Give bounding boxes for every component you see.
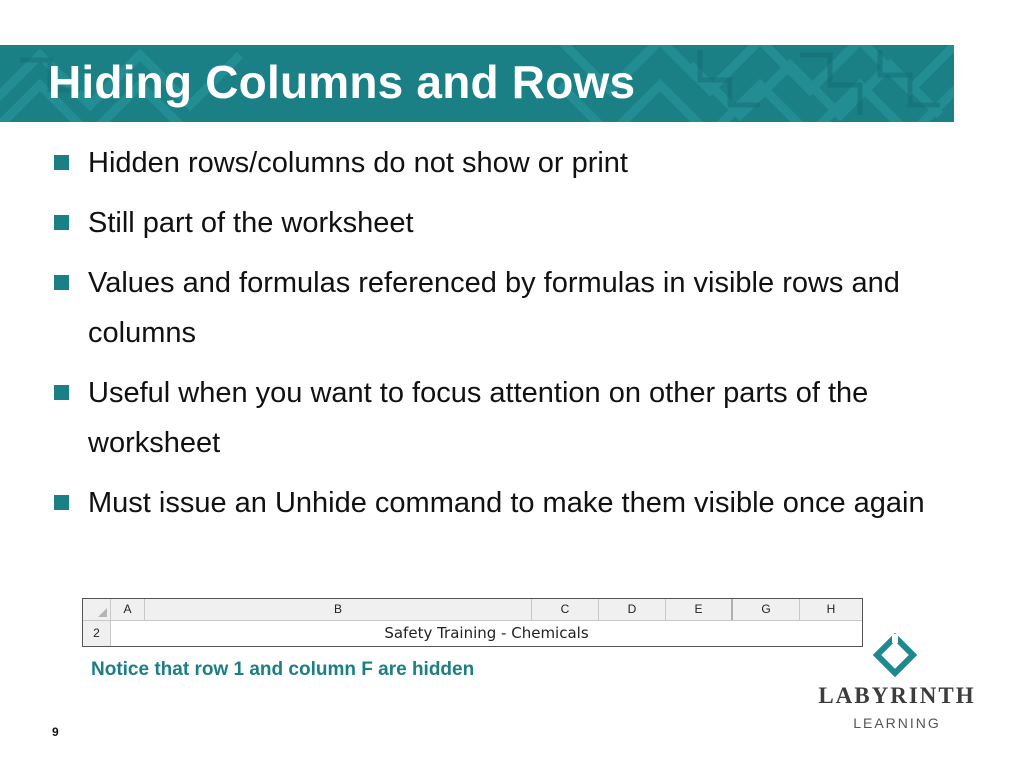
bullet-text: Values and formulas referenced by formulas in visible rows and columns xyxy=(88,267,900,349)
page-number: 9 xyxy=(52,725,59,739)
figure-caption: Notice that row 1 and column F are hidden xyxy=(91,659,475,680)
merged-title-cell: Safety Training - Chemicals xyxy=(384,624,589,642)
bullet-list xyxy=(50,138,980,538)
bullet-text: Hidden rows/columns do not show or print xyxy=(88,147,628,179)
logo-wordmark: LABYRINTH xyxy=(818,683,976,708)
bullet-item xyxy=(50,198,980,248)
select-all-corner xyxy=(83,599,111,620)
diamond-maze-icon xyxy=(873,633,917,677)
bullet-text: Useful when you want to focus attention on other parts of the worksheet xyxy=(88,377,869,459)
select-all-triangle-icon xyxy=(98,608,107,617)
spreadsheet-row xyxy=(83,621,862,646)
column-header-row xyxy=(83,599,862,621)
column-header-e: E xyxy=(666,599,733,620)
column-header-c: C xyxy=(532,599,599,620)
logo-subtitle: LEARNING xyxy=(853,715,941,731)
bullet-item xyxy=(50,258,980,358)
slide-title: Hiding Columns and Rows xyxy=(48,56,636,108)
column-header-b: B xyxy=(145,599,532,620)
spreadsheet-excerpt xyxy=(82,598,863,647)
square-bullet-icon xyxy=(54,155,69,170)
column-header-h: H xyxy=(826,602,836,616)
bullet-item xyxy=(50,138,980,188)
bullet-item xyxy=(50,478,980,528)
column-header-a: A xyxy=(111,599,145,620)
bullet-item xyxy=(50,368,980,468)
column-header-g: G xyxy=(733,599,800,620)
bullet-text: Must issue an Unhide command to make them visible once again xyxy=(88,487,925,519)
title-bar xyxy=(0,45,954,122)
square-bullet-icon xyxy=(54,385,69,400)
column-header-d: D xyxy=(599,599,666,620)
square-bullet-icon xyxy=(54,215,69,230)
bullet-text: Still part of the worksheet xyxy=(88,207,414,239)
square-bullet-icon xyxy=(54,275,69,290)
row-number: 2 xyxy=(83,621,111,646)
square-bullet-icon xyxy=(54,495,69,510)
